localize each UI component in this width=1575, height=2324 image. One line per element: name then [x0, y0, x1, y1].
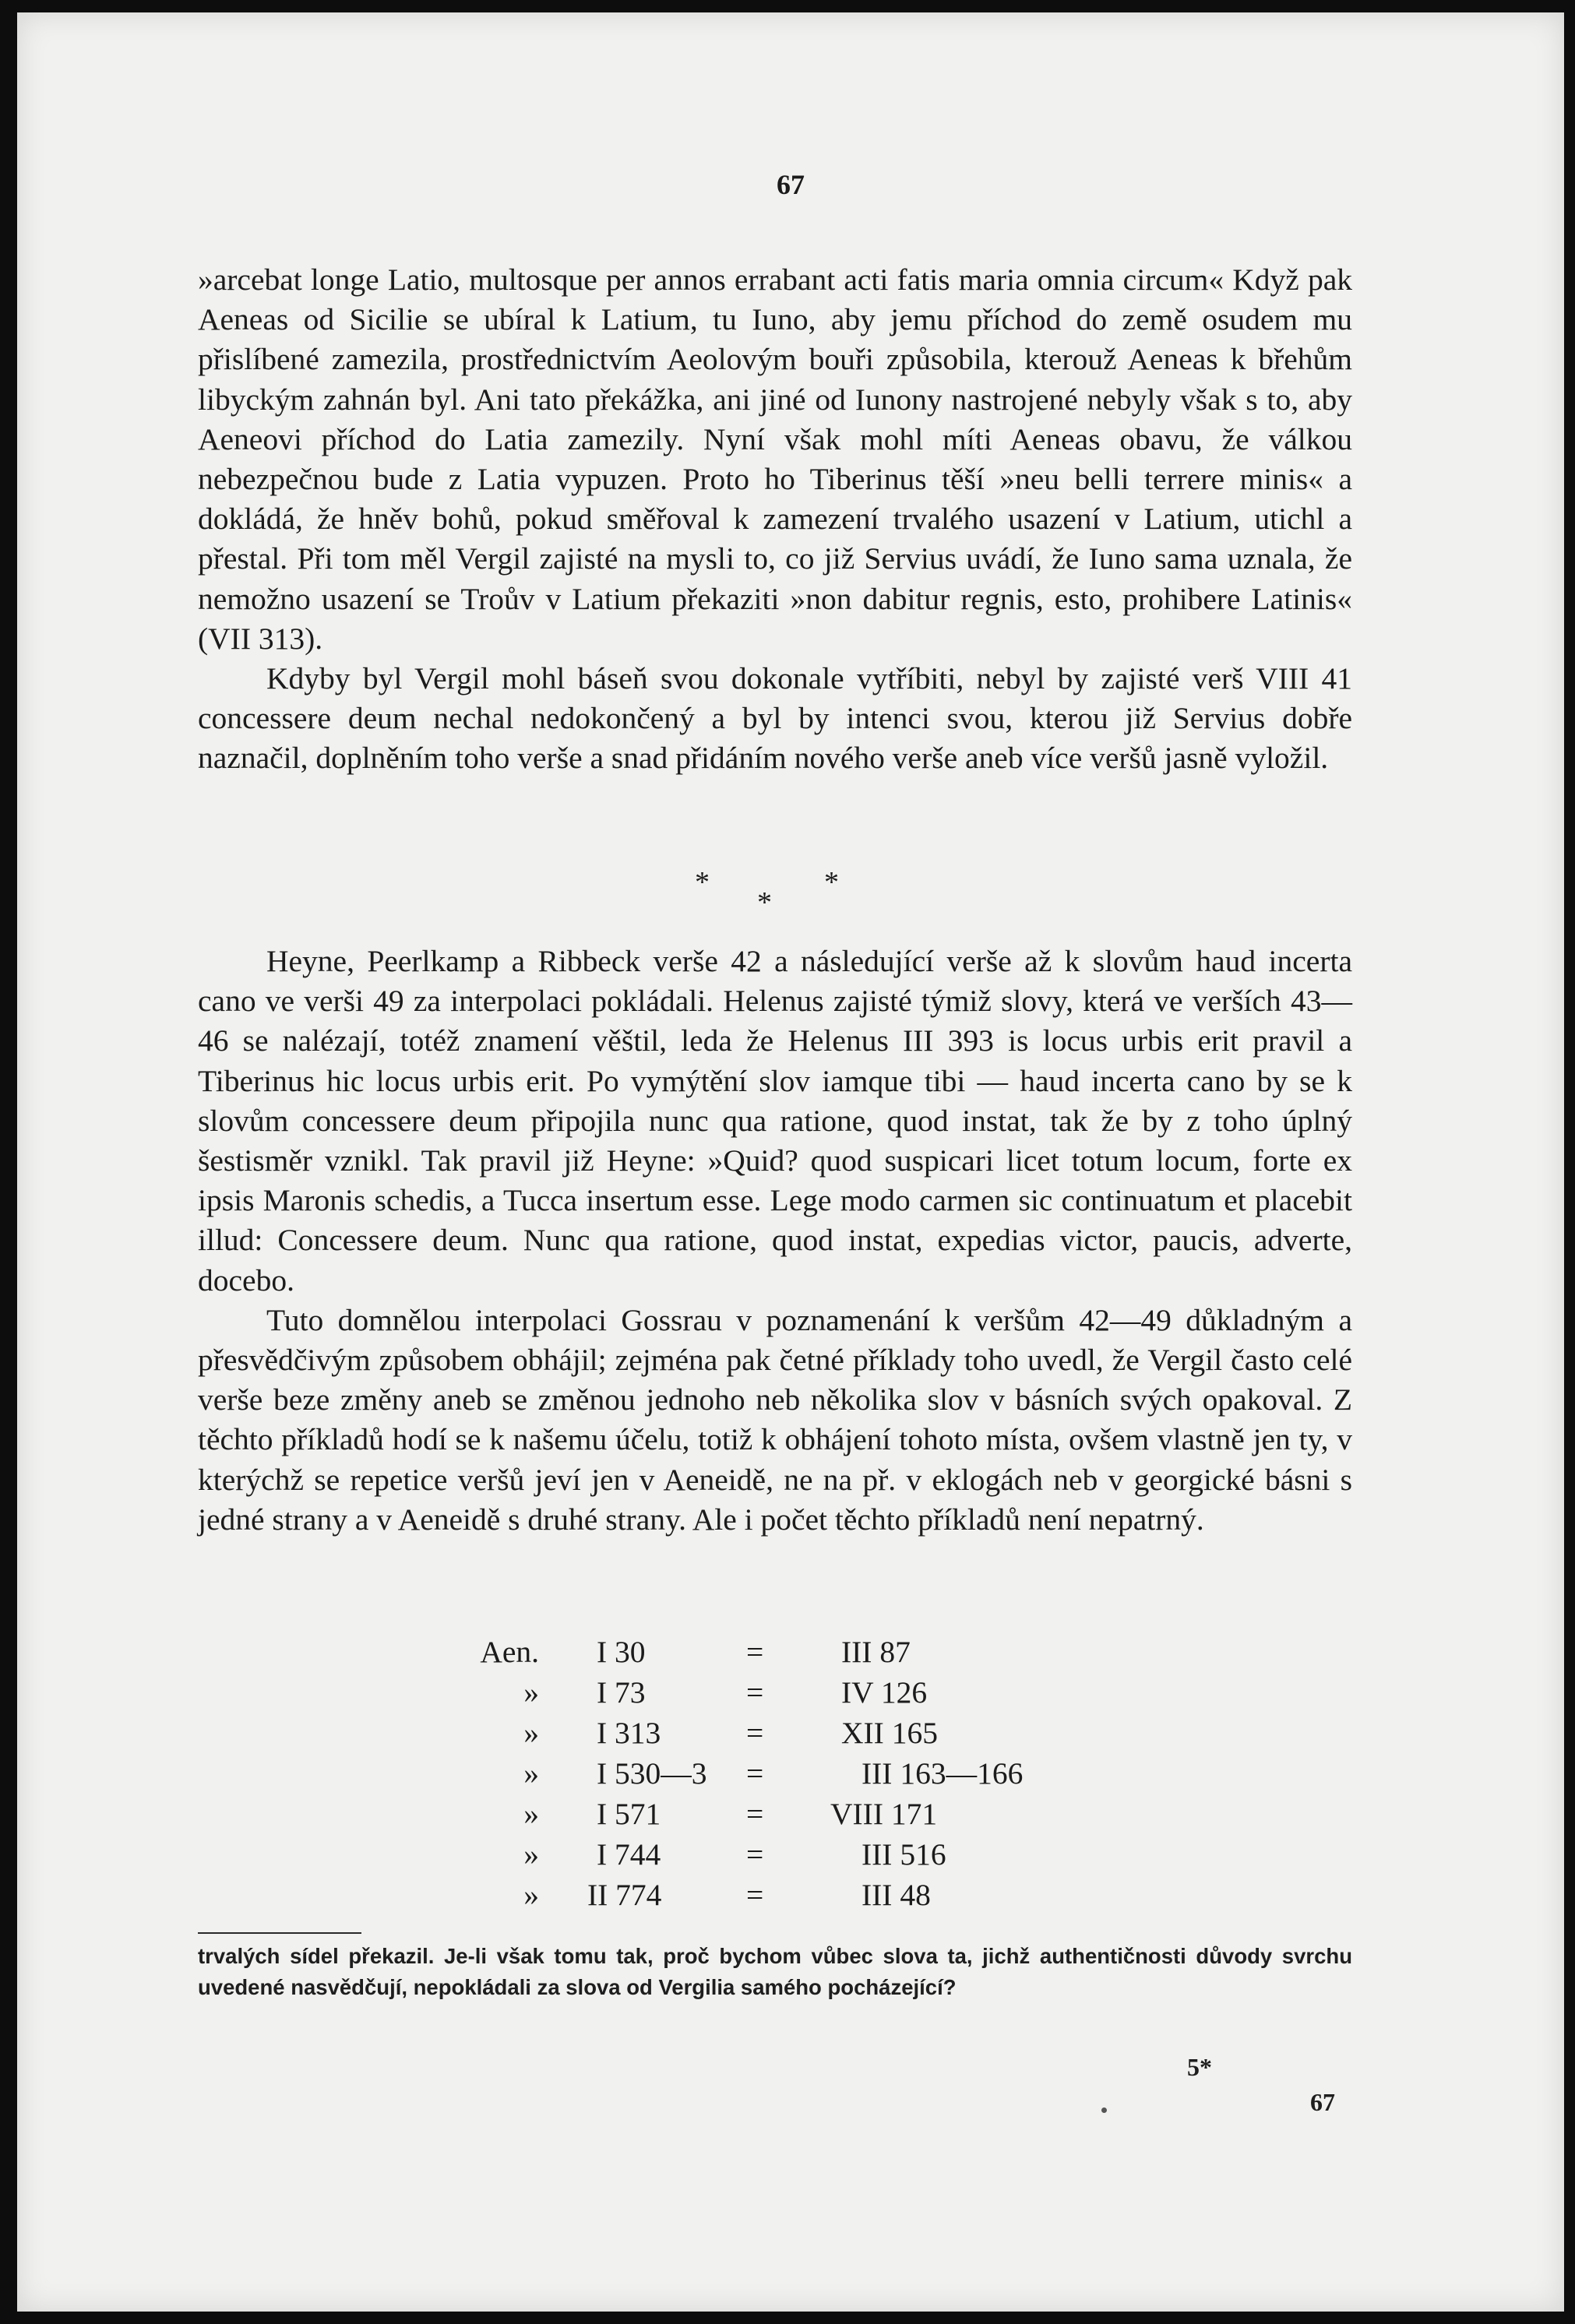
equals-cell: = [746, 1756, 764, 1791]
work-cell: » [523, 1756, 539, 1791]
right-ref-cell: III 163—166 [861, 1756, 1024, 1791]
page-number-bottom: 67 [1310, 2088, 1335, 2116]
right-ref-cell: IV 126 [841, 1675, 928, 1710]
equals-cell: = [746, 1837, 764, 1872]
right-ref-cell: III 87 [841, 1635, 911, 1669]
signature-mark: 5* [1187, 2053, 1212, 2081]
equals-cell: = [746, 1675, 764, 1710]
footnote-rule [198, 1932, 361, 1934]
right-ref-cell: VIII 171 [830, 1797, 938, 1831]
left-ref-cell: I 313 [597, 1716, 661, 1750]
equals-cell: = [746, 1716, 764, 1750]
right-ref-cell: XII 165 [841, 1716, 938, 1750]
left-ref-cell: II 774 [587, 1878, 662, 1912]
left-ref-cell: I 744 [597, 1837, 661, 1872]
left-ref-cell: I 571 [597, 1797, 661, 1831]
left-ref-cell: I 30 [597, 1635, 646, 1669]
work-cell: » [523, 1675, 539, 1710]
book-page [17, 12, 1564, 2312]
separator-star: * [695, 866, 710, 899]
section-2 [198, 942, 1352, 1540]
work-cell: » [523, 1797, 539, 1831]
equals-cell: = [746, 1797, 764, 1831]
paragraph-2: Kdyby byl Vergil mohl báseň svou dokonale vytříbiti, nebyl by zajisté verš VIII 41 concessere deum nechal nedokončený a byl by intenci svou, kterou již Servius dobře naznačil, doplněním toho verše a snad přidáním nového verše aneb více veršů jasně vyložil. [198, 661, 1352, 776]
page-number-top: 67 [777, 169, 805, 200]
footnote: trvalých sídel překazil. Je-li však tomu tak, proč bychom vůbec slova ta, jichž authentičnosti důvody svrchu uvedené nasvědčují, nepokládali za slova od Vergilia samého pocházející? [198, 1944, 1352, 1999]
section-separator [17, 865, 1564, 920]
work-cell: » [523, 1716, 539, 1750]
equals-cell: = [746, 1635, 764, 1669]
equals-cell: = [746, 1878, 764, 1912]
section-1 [198, 260, 1352, 779]
left-ref-cell: I 530—3 [597, 1756, 707, 1791]
work-cell: » [523, 1837, 539, 1872]
work-cell: » [523, 1878, 539, 1912]
separator-star: * [757, 886, 772, 919]
paragraph-1: »arcebat longe Latio, multosque per annos errabant acti fatis maria omnia circum« Když pak Aeneas od Sicilie se ubíral k Latium, tu Iuno, aby jemu příchod do země osudem mu přislíbené zamezila, prostřednictvím Aeolovým bouři způsobila, kterouž Aeneas k břehům libyckým zahnán byl. Ani tato překážka, ani jiné od Iunony nastrojené nebyly však s to, aby Aeneovi příchod do Latia zamezily. Nyní však mohl míti Aeneas obavu, že válkou nebezpečnou bude z Latia vypuzen. Proto ho Tiberinus těší »neu belli terrere minis« a dokládá, že hněv bohů, pokud směřoval k zamezení trvalého usazení v Latium, utichl a přestal. Při tom měl Vergil zajisté na mysli to, co již Servius uvádí, že Iuno sama uznala, že nemožno usazení se Troův v Latium překaziti »non dabitur regnis, esto, prohibere Latinis« (VII 313). [198, 262, 1352, 656]
left-ref-cell: I 73 [597, 1675, 646, 1710]
paragraph-3: Heyne, Peerlkamp a Ribbeck verše 42 a následující verše až k slovům haud incerta cano ve verši 49 za interpolaci pokládali. Helenus zajisté týmiž slovy, která ve verších 43—46 se nalézají, totéž znamení věštil, leda že Helenus III 393 is locus urbis erit pravil a Tiberinus hic locus urbis erit. Po vymýtění slov iamque tibi — haud incerta cano by se k slovům concessere deum připojila nunc qua ratione, quod instat, tak že by z toho úplný šestisměr vznikl. Tak pravil již Heyne: »Quid? quod suspicari licet totum locum, forte ex ipsis Maronis schedis, a Tucca insertum esse. Lege modo carmen sic continuatum et placebit illud: Concessere deum. Nunc qua ratione, quod instat, expedias victor, paucis, adverte, docebo. [198, 944, 1352, 1298]
separator-star: * [824, 866, 839, 899]
work-cell: Aen. [480, 1635, 539, 1669]
speck-dot [1101, 2107, 1107, 2113]
right-ref-cell: III 48 [861, 1878, 931, 1912]
right-ref-cell: III 516 [861, 1837, 946, 1872]
paragraph-4: Tuto domnělou interpolaci Gossrau v poznamenání k veršům 42—49 důkladným a přesvědčivým způsobem obhájil; zejména pak četné příklady toho uvedl, že Vergil často celé verše beze změny aneb se změnou jednoho neb několika slov v básních svých opakoval. Z těchto příkladů hodí se k našemu účelu, totiž k obhájení tohoto místa, ovšem vlastně jen ty, v kterýchž se repetice veršů jeví jen v Aeneidě, ne na př. v eklogách neb v georgické básni s jedné strany a v Aeneidě s druhé strany. Ale i počet těchto příkladů není nepatrný. [198, 1302, 1352, 1537]
